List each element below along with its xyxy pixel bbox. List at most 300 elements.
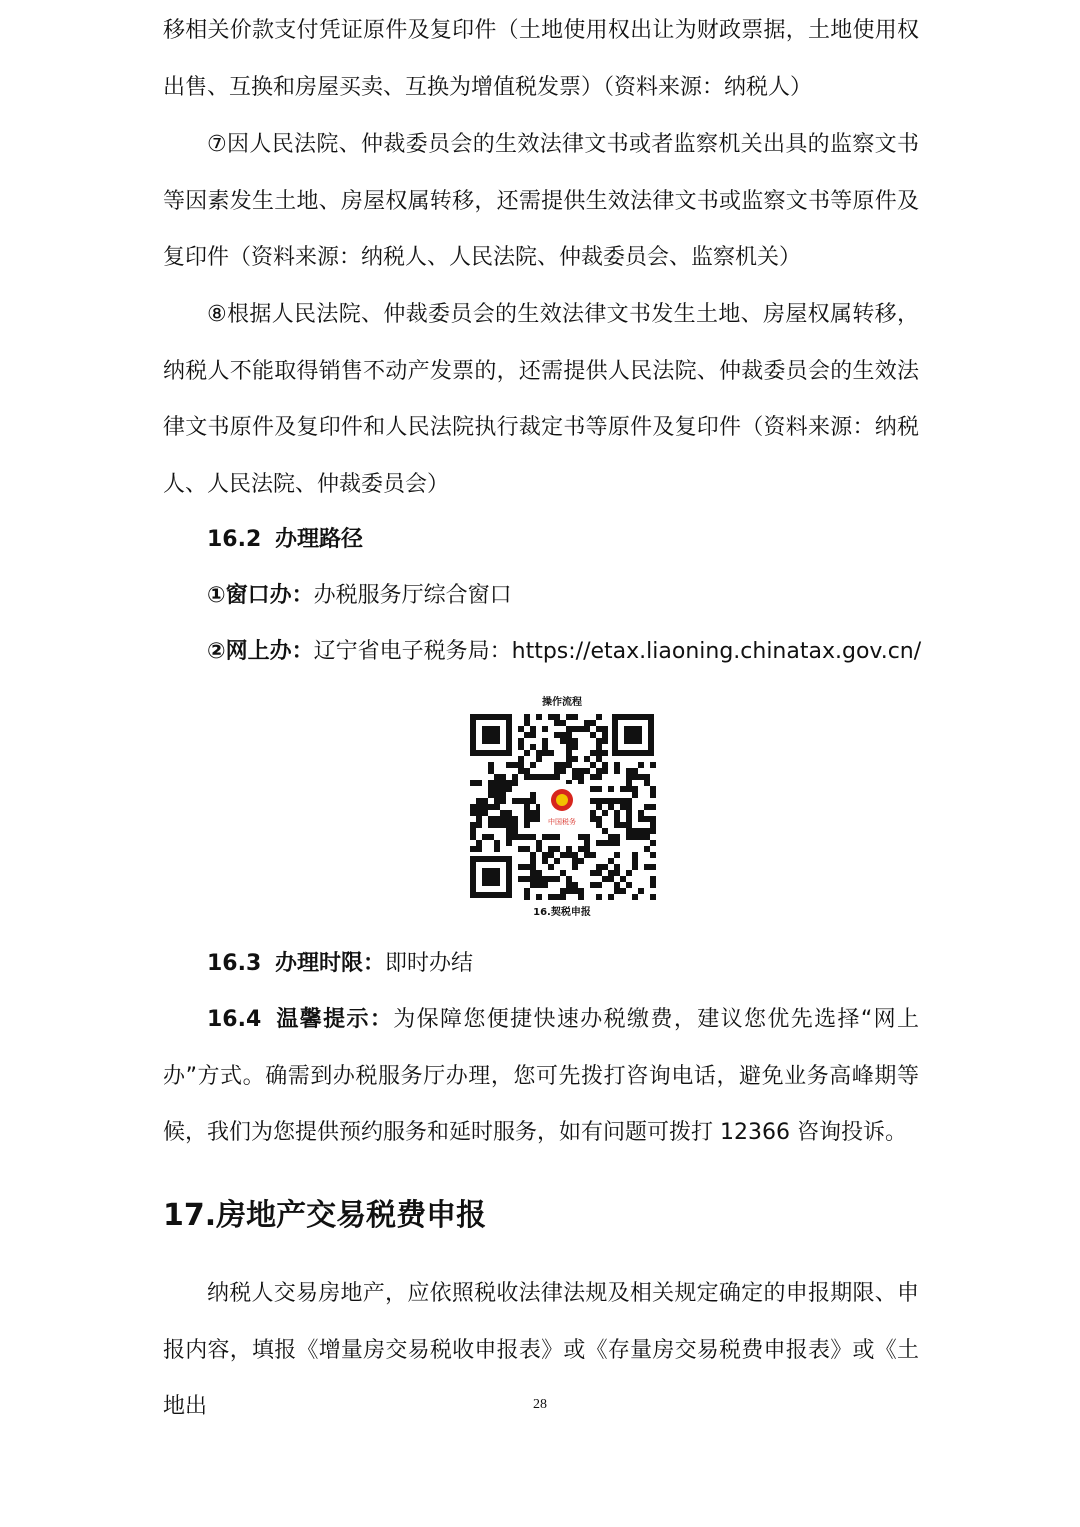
qr-module (560, 732, 566, 738)
qr-module (572, 726, 578, 732)
qr-module (542, 750, 548, 756)
qr-module (524, 864, 530, 870)
qr-module (614, 810, 620, 816)
qr-module (638, 834, 644, 840)
qr-module (572, 774, 578, 780)
qr-module (620, 822, 626, 828)
qr-module (602, 738, 608, 744)
qr-module (494, 840, 500, 846)
qr-module (632, 834, 638, 840)
qr-module (548, 714, 554, 720)
qr-module (566, 756, 572, 762)
qr-module (488, 816, 494, 822)
qr-module (524, 834, 530, 840)
qr-module (542, 858, 548, 864)
qr-module (650, 876, 656, 882)
qr-module (596, 714, 602, 720)
qr-module (530, 732, 536, 738)
paragraph-item-7: ⑦因人民法院、仲裁委员会的生效法律文书或者监察机关出具的监察文书等因素发生土地、房屋权属转移，还需提供生效法律文书或监察文书等原件及复印件（资料来源：纳税人、人民法院、仲裁委员会、监察机关） (163, 132, 919, 270)
qr-module (524, 810, 530, 816)
qr-module (614, 822, 620, 828)
qr-module (506, 780, 512, 786)
qr-module (626, 828, 632, 834)
qr-module (548, 876, 554, 882)
qr-module (596, 726, 602, 732)
qr-module (548, 834, 554, 840)
qr-module (644, 846, 650, 852)
qr-module (632, 774, 638, 780)
qr-module (602, 798, 608, 804)
qr-module (542, 852, 548, 858)
qr-module (476, 846, 482, 852)
qr-module (596, 840, 602, 846)
qr-module (488, 804, 494, 810)
qr-module (566, 852, 572, 858)
qr-module (578, 774, 584, 780)
qr-module (494, 774, 500, 780)
qr-module (512, 822, 518, 828)
qr-module (536, 750, 542, 756)
qr-module (518, 762, 524, 768)
qr-module (560, 720, 566, 726)
qr-module (626, 810, 632, 816)
qr-module (596, 804, 602, 810)
qr-module (602, 828, 608, 834)
qr-module (494, 798, 500, 804)
qr-module (488, 822, 494, 828)
qr-module (494, 792, 500, 798)
qr-module (584, 834, 590, 840)
qr-module (524, 732, 530, 738)
qr-module (632, 792, 638, 798)
section-label: 温馨提示： (275, 1007, 394, 1032)
qr-module (572, 882, 578, 888)
qr-module (530, 810, 536, 816)
qr-module (494, 822, 500, 828)
qr-module (626, 774, 632, 780)
qr-module (626, 834, 632, 840)
qr-module (470, 846, 476, 852)
qr-bottom-caption: 16.契税申报 (533, 907, 591, 918)
qr-module (560, 894, 566, 900)
qr-module (644, 780, 650, 786)
qr-module (608, 894, 614, 900)
qr-module (626, 786, 632, 792)
qr-module (506, 786, 512, 792)
qr-module (572, 738, 578, 744)
qr-module (584, 846, 590, 852)
qr-module (650, 762, 656, 768)
qr-module (530, 762, 536, 768)
qr-module (632, 768, 638, 774)
qr-module (560, 852, 566, 858)
qr-module (476, 816, 482, 822)
qr-module (536, 870, 542, 876)
qr-module (524, 846, 530, 852)
qr-module (590, 816, 596, 822)
qr-module (596, 798, 602, 804)
paragraph-item-8: ⑧根据人民法院、仲裁委员会的生效法律文书发生土地、房屋权属转移，纳税人不能取得销售不动产发票的，还需提供人民法院、仲裁委员会的生效法律文书原件及复印件和人民法院执行裁定书等原件及复印件（资料来源：纳税人、人民法院、仲裁委员会） (163, 302, 919, 497)
qr-module (578, 888, 584, 894)
qr-module (644, 864, 650, 870)
tip-16-4 (163, 992, 919, 1162)
qr-module (638, 762, 644, 768)
qr-module (626, 780, 632, 786)
route-online-label: ②网上办： (207, 639, 314, 664)
qr-module (596, 750, 602, 756)
qr-module (608, 804, 614, 810)
qr-module (506, 816, 512, 822)
qr-module (536, 846, 542, 852)
qr-module (626, 816, 632, 822)
qr-module (482, 804, 488, 810)
qr-module (590, 786, 596, 792)
qr-module (590, 798, 596, 804)
qr-module (524, 876, 530, 882)
qr-module (530, 876, 536, 882)
qr-module (554, 720, 560, 726)
qr-module (554, 774, 560, 780)
qr-module (626, 804, 632, 810)
qr-module (578, 834, 584, 840)
qr-module (506, 834, 512, 840)
qr-module (596, 738, 602, 744)
qr-module (512, 762, 518, 768)
qr-module (614, 888, 620, 894)
qr-finder-bottom-left (470, 856, 512, 898)
qr-module (614, 852, 620, 858)
qr-module (548, 894, 554, 900)
qr-module (608, 840, 614, 846)
qr-module (554, 714, 560, 720)
qr-module (476, 780, 482, 786)
section-title: 办理路径 (275, 527, 364, 552)
qr-module (566, 714, 572, 720)
qr-module (590, 750, 596, 756)
qr-module (530, 816, 536, 822)
qr-module (608, 870, 614, 876)
qr-module (470, 780, 476, 786)
qr-module (500, 780, 506, 786)
qr-module (596, 816, 602, 822)
qr-module (638, 888, 644, 894)
qr-module (572, 744, 578, 750)
qr-module (578, 858, 584, 864)
qr-module (554, 846, 560, 852)
qr-module (650, 882, 656, 888)
qr-module (518, 834, 524, 840)
qr-module (542, 876, 548, 882)
qr-module (596, 768, 602, 774)
qr-module (500, 810, 506, 816)
qr-module (488, 786, 494, 792)
qr-module (572, 714, 578, 720)
qr-module (584, 720, 590, 726)
qr-module (584, 768, 590, 774)
qr-module (554, 858, 560, 864)
qr-module (632, 864, 638, 870)
qr-module (524, 750, 530, 756)
section-17-intro: 纳税人交易房地产，应依照税收法律法规及相关规定确定的申报期限、申报内容，填报《增量房交易税收申报表》或《存量房交易税费申报表》或《土地出 (163, 1281, 919, 1419)
qr-module (638, 828, 644, 834)
qr-module (524, 804, 530, 810)
qr-module (524, 720, 530, 726)
qr-module (530, 792, 536, 798)
qr-module (650, 828, 656, 834)
qr-module (590, 732, 596, 738)
qr-module (476, 840, 482, 846)
qr-module (488, 768, 494, 774)
qr-module (590, 870, 596, 876)
qr-module (602, 762, 608, 768)
qr-module (500, 792, 506, 798)
qr-module (572, 768, 578, 774)
qr-module (500, 786, 506, 792)
qr-module (602, 876, 608, 882)
qr-module (530, 864, 536, 870)
qr-module (566, 738, 572, 744)
qr-module (632, 858, 638, 864)
qr-module (626, 870, 632, 876)
qr-module (530, 798, 536, 804)
qr-module (614, 768, 620, 774)
qr-module (584, 726, 590, 732)
qr-module (578, 894, 584, 900)
qr-module (506, 762, 512, 768)
qr-module (650, 792, 656, 798)
qr-module (620, 804, 626, 810)
qr-module (602, 864, 608, 870)
qr-module (578, 726, 584, 732)
qr-module (548, 846, 554, 852)
qr-code-icon[interactable] (468, 712, 656, 900)
qr-module (494, 846, 500, 852)
qr-module (470, 828, 476, 834)
qr-module (512, 834, 518, 840)
qr-module (482, 798, 488, 804)
qr-module (494, 816, 500, 822)
qr-module (566, 846, 572, 852)
qr-module (614, 870, 620, 876)
qr-module (596, 822, 602, 828)
qr-module (530, 834, 536, 840)
qr-module (644, 804, 650, 810)
qr-module (518, 738, 524, 744)
qr-module (650, 822, 656, 828)
qr-module (596, 786, 602, 792)
qr-module (548, 864, 554, 870)
qr-module (488, 792, 494, 798)
qr-module (518, 744, 524, 750)
section-label: 办理时限： (275, 951, 386, 976)
qr-module (476, 810, 482, 816)
qr-module (632, 894, 638, 900)
qr-module (524, 888, 530, 894)
qr-block (468, 694, 656, 918)
qr-module (590, 762, 596, 768)
route-window (207, 568, 512, 624)
qr-module (554, 768, 560, 774)
route-window-label: ①窗口办： (207, 583, 314, 608)
qr-finder-top-left (470, 714, 512, 756)
qr-module (608, 786, 614, 792)
qr-module (566, 888, 572, 894)
qr-module (650, 786, 656, 792)
qr-module (596, 870, 602, 876)
qr-module (602, 810, 608, 816)
qr-module (596, 864, 602, 870)
heading-16-2 (207, 512, 363, 568)
qr-module (566, 876, 572, 882)
qr-module (524, 714, 530, 720)
qr-module (542, 774, 548, 780)
qr-module (488, 834, 494, 840)
qr-module (500, 822, 506, 828)
qr-finder-top-right (612, 714, 654, 756)
qr-module (590, 852, 596, 858)
qr-module (602, 732, 608, 738)
page-number: 28 (533, 1397, 547, 1412)
qr-module (476, 798, 482, 804)
qr-module (536, 756, 542, 762)
qr-module (470, 810, 476, 816)
qr-module (626, 882, 632, 888)
qr-module (512, 774, 518, 780)
qr-module (560, 738, 566, 744)
qr-module (566, 882, 572, 888)
qr-module (650, 804, 656, 810)
qr-module (542, 738, 548, 744)
qr-module (644, 774, 650, 780)
qr-module (506, 840, 512, 846)
qr-module (644, 828, 650, 834)
qr-module (536, 876, 542, 882)
qr-top-caption: 操作流程 (542, 697, 582, 708)
qr-module (590, 720, 596, 726)
qr-module (602, 768, 608, 774)
qr-module (650, 840, 656, 846)
qr-module (530, 882, 536, 888)
qr-module (596, 882, 602, 888)
qr-module (614, 798, 620, 804)
section-value: 即时办结 (385, 951, 474, 976)
qr-module (536, 840, 542, 846)
qr-module (518, 768, 524, 774)
qr-module (524, 774, 530, 780)
qr-module (524, 798, 530, 804)
qr-module (614, 882, 620, 888)
qr-module (650, 894, 656, 900)
qr-module (614, 762, 620, 768)
qr-module (518, 756, 524, 762)
qr-module (482, 810, 488, 816)
qr-module (518, 798, 524, 804)
qr-module (530, 726, 536, 732)
route-online-value[interactable]: 辽宁省电子税务局：https://etax.liaoning.chinatax.gov.cn/ (313, 639, 922, 664)
qr-module (554, 732, 560, 738)
qr-module (512, 780, 518, 786)
qr-module (548, 774, 554, 780)
qr-module (644, 816, 650, 822)
qr-module (608, 876, 614, 882)
qr-module (524, 768, 530, 774)
qr-module (488, 762, 494, 768)
qr-module (494, 786, 500, 792)
qr-module (554, 834, 560, 840)
section-number: 16.3 (207, 951, 262, 976)
qr-module (590, 882, 596, 888)
qr-module (530, 858, 536, 864)
qr-module (470, 822, 476, 828)
qr-module (608, 858, 614, 864)
qr-module (566, 726, 572, 732)
qr-module (536, 774, 542, 780)
qr-module (650, 816, 656, 822)
qr-module (530, 744, 536, 750)
section-17-title: 17.房地产交易税费申报 (163, 1198, 487, 1233)
qr-module (614, 816, 620, 822)
qr-module (590, 810, 596, 816)
qr-module (602, 840, 608, 846)
qr-module (626, 768, 632, 774)
qr-module (572, 888, 578, 894)
qr-module (506, 822, 512, 828)
qr-module (602, 726, 608, 732)
qr-module (488, 780, 494, 786)
qr-module (584, 756, 590, 762)
qr-module (494, 780, 500, 786)
qr-module (536, 882, 542, 888)
qr-module (626, 822, 632, 828)
qr-module (626, 798, 632, 804)
qr-module (560, 762, 566, 768)
qr-module (530, 774, 536, 780)
qr-module (524, 894, 530, 900)
qr-module (518, 864, 524, 870)
qr-module (614, 864, 620, 870)
qr-module (602, 750, 608, 756)
qr-module (650, 852, 656, 858)
qr-module (524, 822, 530, 828)
section-number: 16.2 (207, 527, 262, 552)
qr-module (536, 714, 542, 720)
qr-module (530, 870, 536, 876)
qr-module (620, 876, 626, 882)
qr-module (650, 864, 656, 870)
qr-module (560, 870, 566, 876)
qr-module (572, 756, 578, 762)
qr-module (566, 762, 572, 768)
qr-module (578, 846, 584, 852)
qr-module (566, 750, 572, 756)
qr-module (554, 876, 560, 882)
qr-module (500, 798, 506, 804)
qr-module (494, 804, 500, 810)
emblem-text: 中国税务 (548, 818, 576, 826)
qr-module (506, 810, 512, 816)
qr-module (632, 852, 638, 858)
qr-module (548, 750, 554, 756)
qr-module (548, 852, 554, 858)
qr-module (524, 816, 530, 822)
qr-module (584, 840, 590, 846)
qr-module (554, 762, 560, 768)
route-window-value: 办税服务厅综合窗口 (313, 583, 512, 608)
qr-module (572, 864, 578, 870)
qr-module (476, 804, 482, 810)
qr-module (518, 876, 524, 882)
qr-module (638, 810, 644, 816)
